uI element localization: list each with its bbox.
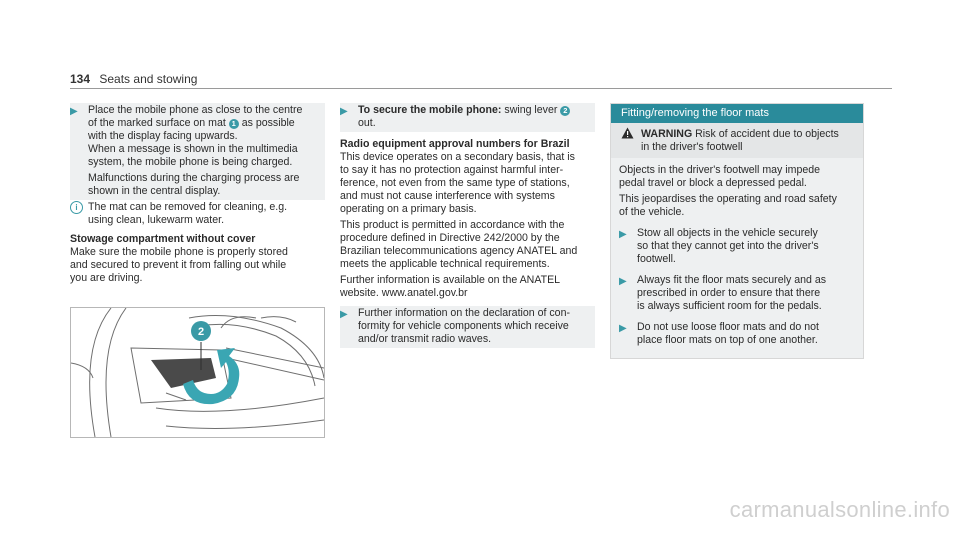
step-no-loose-mats	[619, 321, 855, 347]
section-heading: Radio equipment approval numbers for Brazil	[340, 138, 570, 150]
text-line: you are driving.	[70, 272, 143, 284]
text-line: Place the mobile phone as close to the centre	[88, 104, 303, 116]
text-line: of the vehicle.	[619, 206, 685, 218]
instruction-block	[340, 306, 595, 348]
watermark-text: carmanualsonline.info	[729, 497, 950, 522]
text-line: When a message is shown in the multimedia	[88, 143, 298, 155]
lever-shape	[151, 358, 216, 388]
text-line: This device operates on a secondary basis, that is	[340, 151, 575, 163]
text-line: This jeopardises the operating and road safety	[619, 193, 837, 205]
text-line: Malfunctions during the charging process are	[88, 172, 300, 184]
step-arrow-icon: ▶	[340, 106, 348, 117]
text-line: to say it has no protection against harmful inter-	[340, 164, 564, 176]
text-line: Further information on the declaration of con-	[358, 307, 570, 319]
text-line: pedal travel or block a depressed pedal.	[619, 177, 807, 189]
warning-header	[611, 123, 863, 158]
text-line: Further information is available on the ANATEL	[340, 274, 561, 286]
column-middle	[340, 103, 595, 348]
text-line: Objects in the driver's footwell may impede	[619, 164, 821, 176]
text-line: shown in the central display.	[88, 185, 221, 197]
text-line: Risk of accident due to objects	[695, 128, 839, 140]
text-line: Brazilian telecommunications agency ANATEL and	[340, 245, 578, 257]
text-line: website. www.anatel.gov.br	[340, 287, 468, 299]
step-place-phone	[70, 104, 325, 198]
text-line: footwell.	[637, 253, 676, 265]
text-line: in the driver's footwell	[641, 141, 743, 153]
stowage-illustration	[70, 307, 325, 438]
instruction-block	[70, 103, 325, 200]
section-heading: Stowage compartment without cover	[70, 233, 256, 245]
text-line: so that they cannot get into the driver's	[637, 240, 819, 252]
text-line: with the display facing upwards.	[88, 130, 238, 142]
callout-badge: 1	[229, 119, 239, 129]
malfunction-text	[88, 172, 325, 198]
info-icon: i	[70, 201, 83, 214]
text-line: and secured to prevent it from falling out while	[70, 259, 287, 271]
text-line: The mat can be removed for cleaning, e.g.	[88, 201, 288, 213]
step-arrow-icon: ▶	[619, 276, 627, 287]
text-line: as possible	[241, 117, 295, 129]
text-line: ference, not even from the same type of stations,	[340, 177, 570, 189]
header-divider	[70, 88, 892, 89]
illustration-drawing	[71, 308, 324, 437]
step-declaration	[340, 307, 595, 346]
callout-badge: 2	[560, 106, 570, 116]
callout-number: 2	[197, 326, 205, 338]
text-line: Do not use loose floor mats and do not	[637, 321, 819, 333]
column-right	[610, 103, 864, 359]
step-secure-phone	[340, 104, 595, 130]
column-left	[70, 103, 325, 288]
step-text	[88, 104, 325, 169]
text-line: and must not cause interference with systems	[340, 190, 555, 202]
text-line: formity for vehicle components which receive	[358, 320, 569, 332]
instruction-block	[340, 103, 595, 132]
text-line: Always fit the floor mats securely and as	[637, 274, 827, 286]
text-line: prescribed in order to ensure that there	[637, 287, 821, 299]
text-line: meets the applicable technical requirements.	[340, 258, 550, 270]
warning-label: WARNING	[641, 128, 693, 140]
section-title: Seats and stowing	[99, 72, 198, 86]
text-line: operating on a primary basis.	[340, 203, 477, 215]
text-line: is always sufficient room for the pedals.	[637, 300, 822, 312]
section-title-bar: Fitting/removing the floor mats	[611, 104, 863, 123]
step-stow-objects	[619, 227, 855, 266]
text-line: This product is permitted in accordance with the	[340, 219, 565, 231]
text-line: procedure defined in Directive 242/2000 by the	[340, 232, 560, 244]
text-line: swing lever	[504, 104, 558, 116]
text-line: of the marked surface on mat	[88, 117, 226, 129]
step-arrow-icon: ▶	[70, 106, 78, 117]
step-fit-mats	[619, 274, 855, 313]
hint-note	[70, 201, 325, 227]
text-line: place floor mats on top of one another.	[637, 334, 818, 346]
text-line: system, the mobile phone is being charged.	[88, 156, 293, 168]
page-header	[70, 73, 197, 86]
text-line: using clean, lukewarm water.	[88, 214, 225, 226]
text-line: Make sure the mobile phone is properly stored	[70, 246, 288, 258]
text-line: out.	[358, 117, 376, 129]
text-line: Stow all objects in the vehicle securely	[637, 227, 818, 239]
step-arrow-icon: ▶	[619, 323, 627, 334]
page-number: 134	[70, 72, 91, 86]
warning-icon	[621, 127, 634, 139]
text-line: and/or transmit radio waves.	[358, 333, 492, 345]
step-arrow-icon: ▶	[340, 309, 348, 320]
step-label: To secure the mobile phone:	[358, 104, 502, 116]
warning-body	[611, 158, 863, 358]
body-text	[340, 151, 595, 300]
body-text	[70, 246, 325, 285]
step-arrow-icon: ▶	[619, 229, 627, 240]
floor-mats-section	[610, 103, 864, 359]
